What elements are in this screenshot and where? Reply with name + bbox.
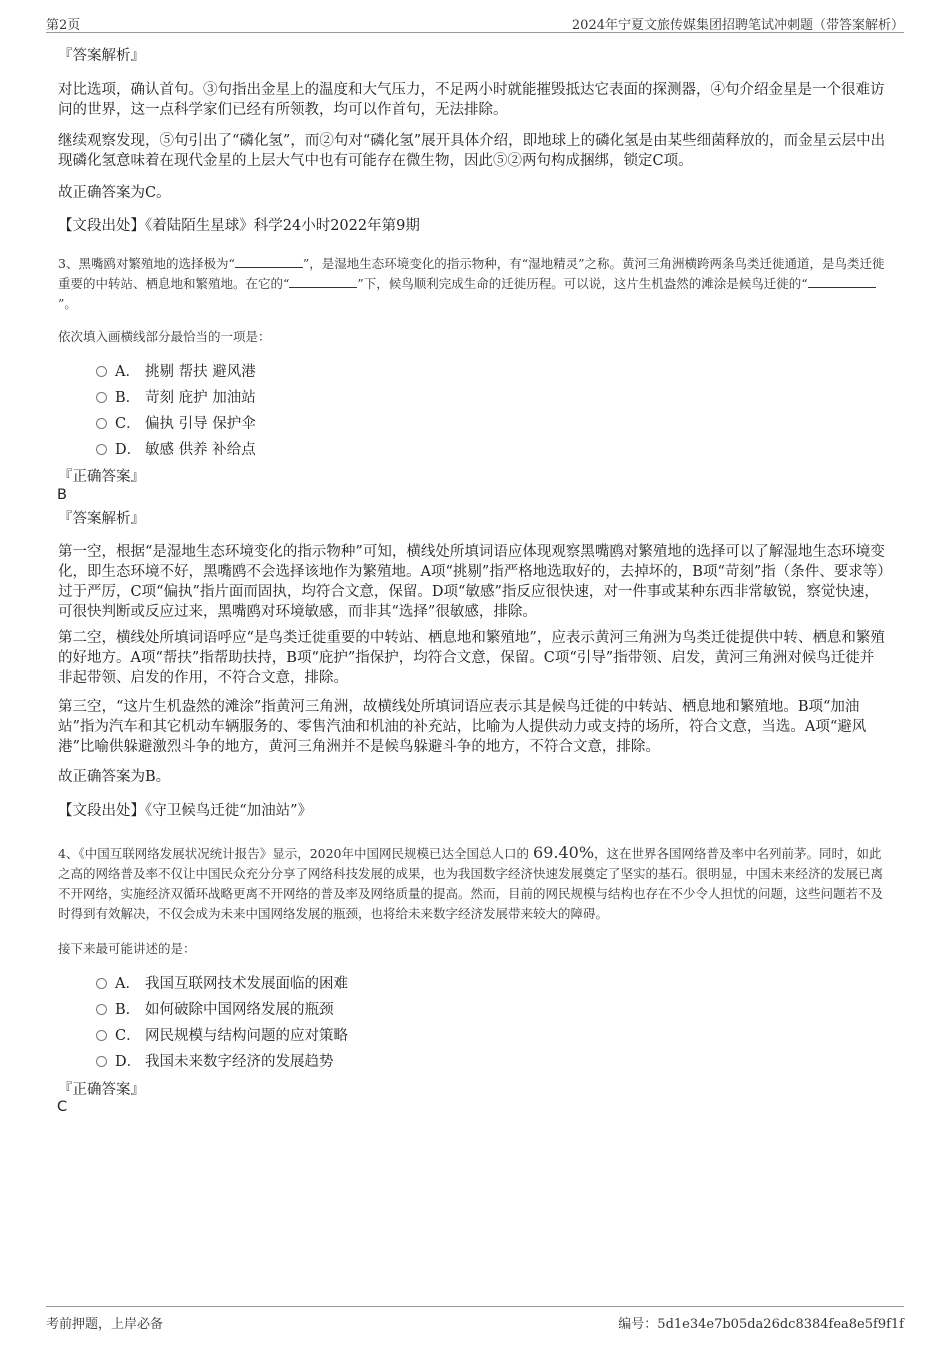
option-b[interactable]: B． 苛刻 庇护 加油站	[96, 388, 256, 408]
answer-label: 『正确答案』	[58, 469, 145, 485]
analysis-paragraph: 继续观察发现，⑤句引出了“磷化氢”，而②句对“磷化氢”展开具体介绍，即地球上的磷化氢是由某些细菌释放的，而金星云层中出现磷化氢意味着在现代金星的上层大气中也有可能存在微生物，因此⑤②两句构成捆绑，锁定C项。	[58, 133, 886, 169]
document-title: 2024年宁夏文旅传媒集团招聘笔试冲刺题（带答案解析）	[571, 18, 904, 33]
option-a[interactable]: A． 我国互联网技术发展面临的困难	[96, 974, 348, 994]
page-header	[46, 10, 904, 33]
analysis-paragraph: 第一空，根据“是湿地生态环境变化的指示物种”可知，横线处所填词语应体现观察黑嘴鸥对繁殖地的选择可以了解湿地生态环境变化，即生态环境不好，黑嘴鸥不会选择该地作为繁殖地。A项“挑剔”指严格地选取好的，去掉坏的，B项“苛刻”指（条件、要求等）过于严厉，C项“偏执”指片面而固执，均符合文意，保留。D项“敏感”指反应很快速，对一件事或某种东西非常敏锐，察觉快速，可很快判断或反应过来，黑嘴鸥对环境敏感，而非其“选择”很敏感，排除。	[58, 544, 885, 620]
radio-icon[interactable]	[96, 444, 107, 455]
radio-icon[interactable]	[96, 418, 107, 429]
option-a[interactable]: A． 挑剔 帮扶 避风港	[96, 362, 256, 382]
option-d[interactable]: D． 我国未来数字经济的发展趋势	[96, 1052, 334, 1072]
percentage-value: 69.40%	[533, 843, 595, 862]
answer-label: 『正确答案』	[58, 1082, 145, 1098]
option-d[interactable]: D． 敏感 供养 补给点	[96, 440, 256, 460]
radio-icon[interactable]	[96, 1056, 107, 1067]
correct-answer: B	[57, 487, 67, 503]
option-c[interactable]: C． 网民规模与结构问题的应对策略	[96, 1026, 348, 1046]
radio-icon[interactable]	[96, 392, 107, 403]
option-c[interactable]: C． 偏执 引导 保护伞	[96, 414, 256, 434]
analysis-paragraph: 第二空，横线处所填词语呼应“是鸟类迁徙重要的中转站、栖息地和繁殖地”，应表示黄河三角洲为鸟类迁徙提供中转、栖息和繁殖的好地方。A项“帮扶”指帮助扶持，B项“庇护”指保护，均符合文意，保留。C项“引导”指带领、启发，黄河三角洲对候鸟迁徙并非起带领、启发的作用，不符合文意，排除。	[58, 630, 885, 686]
analysis-paragraph: 对比选项，确认首句。③句指出金星上的温度和大气压力，不足两小时就能摧毁抵达它表面的探测器，④句介绍金星是一个很难访问的世界，这一点科学家们已经有所领教，均可以作首句，无法排除。	[58, 82, 885, 118]
page-footer	[46, 1306, 904, 1331]
fill-blank	[289, 275, 357, 288]
analysis-label-q3: 『答案解析』	[58, 511, 145, 527]
analysis-label-q2: 『答案解析』	[58, 48, 145, 64]
conclusion: 故正确答案为B。	[58, 769, 171, 785]
correct-answer: C	[57, 1099, 68, 1115]
question-stem: 3、黑嘴鸥对繁殖地的选择极为“ ”，是湿地生态环境变化的指示物种，有“湿地精灵”之称。黄河三角洲横跨两条鸟类迁徙通道，是鸟类迁徙重要的中转站、栖息地和繁殖地。在它的“ ”下，候鸟顺利完成生命的迁徙历程。可以说，这片生机盎然的滩涂是候鸟迁徙的“”。	[58, 256, 885, 311]
page-number: 第2页	[46, 18, 81, 33]
source-citation: 【文段出处】《着陆陌生星球》科学24小时2022年第9期	[58, 218, 420, 234]
document-id: 编号：5d1e34e7b05da26dc8384fea8e5f9f1f	[618, 1317, 904, 1332]
question-prompt: 依次填入画横线部分最恰当的一项是：	[58, 329, 271, 344]
option-b[interactable]: B． 如何破除中国网络发展的瓶颈	[96, 1000, 334, 1020]
radio-icon[interactable]	[96, 366, 107, 377]
analysis-paragraph: 第三空，“这片生机盎然的滩涂”指黄河三角洲，故横线处所填词语应表示其是候鸟迁徙的中转站、栖息地和繁殖地。B项“加油站”指为汽车和其它机动车辆服务的、零售汽油和机油的补充站，比喻为人提供动力或支持的场所，符合文意，当选。A项“避风港”比喻供躲避激烈斗争的地方，黄河三角洲并不是候鸟躲避斗争的地方，不符合文意，排除。	[58, 699, 867, 755]
question-prompt: 接下来最可能讲述的是：	[58, 941, 196, 956]
source-citation: 【文段出处】《守卫候鸟迁徙“加油站”》	[58, 803, 313, 819]
question-stem: 4、《中国互联网络发展状况统计报告》显示，2020年中国网民规模已达全国总人口的 69.40%，这在世界各国网络普及率中名列前茅。同时，如此之高的网络普及率不仅让中国民众充分分享了网络科技发展的成果，也为我国数字经济快速发展奠定了坚实的基石。很明显，中国未来经济的发展已离不开网络，实施经济双循环战略更离不开网络的普及率及网络质量的提高。然而，目前的网民规模与结构也存在不少令人担忧的问题，这些问题若不及时得到有效解决，不仅会成为未来中国网络发展的瓶颈，也将给未来数字经济发展带来较大的障碍。	[58, 843, 884, 921]
radio-icon[interactable]	[96, 978, 107, 989]
fill-blank	[808, 275, 876, 288]
radio-icon[interactable]	[96, 1030, 107, 1041]
conclusion: 故正确答案为C。	[58, 185, 171, 201]
radio-icon[interactable]	[96, 1004, 107, 1015]
footer-slogan: 考前押题，上岸必备	[46, 1317, 164, 1332]
fill-blank	[235, 255, 303, 268]
